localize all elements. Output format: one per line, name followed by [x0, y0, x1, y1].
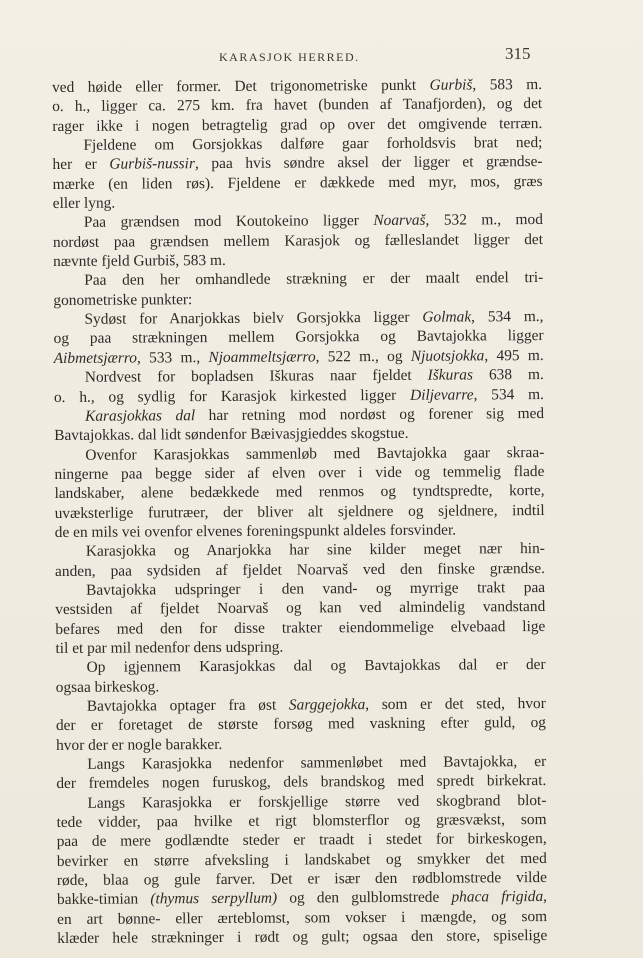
text-segment: o. h., og sydlig for Karasjok kirkested ligger [53, 386, 411, 406]
text-segment: Fjeldene om Gorsjokkas dalføre gaar forholdsvis brat ned; [83, 134, 543, 154]
text-segment: Langs Karasjokka er forskjellige større ved skogbrand blot- [87, 791, 547, 812]
text-segment: , paa hvis søndre aksel der ligger et grændse- [194, 153, 543, 173]
text-segment: Bavtajokka optager fra øst [86, 696, 289, 715]
text-segment: , 534 m., [471, 308, 544, 326]
text-segment: gonometriske punkter: [53, 290, 193, 309]
text-segment: Paa den her omhandlede strækning er der maalt endel tri- [84, 269, 544, 290]
text-segment: tede vidder, paa hvilke et rigt blomsterflor og græsvækst, som [56, 811, 547, 832]
text-segment: landskaber, alene bedækkede med renmos og tyndtspredte, korte, [54, 482, 545, 503]
text-segment: anden, paa sydsiden af fjeldet Noarvaš ved den finske grændse. [54, 559, 546, 580]
text-segment: uvæksterlige furutræer, der bliver alt sjeldnere og sjeldnere, indtil [54, 501, 545, 522]
text-line [54, 365, 544, 387]
text-segment: Nordvest for bopladsen Iškuras naar fjeldet [84, 366, 428, 386]
text-line [52, 152, 542, 174]
italic-text: (thymus serpyllum) [150, 890, 278, 908]
text-segment: nordøst paa grændsen mellem Karasjok og fælleslandet ligger det [52, 230, 544, 251]
text-segment: vestsiden af fjeldet Noarvaš og kan ved almindelig vandstand [55, 598, 546, 619]
text-line [55, 617, 545, 639]
text-segment: Ovenfor Karasjokkas sammenløb med Bavtajokka gaar skraa- [85, 443, 545, 464]
text-segment: bevirker en større afveksling i landskabet og smykker det med [56, 849, 547, 870]
page-header [0, 44, 643, 66]
text-segment: der er foretaget de største forsøg med vaskning efter guld, og [55, 714, 547, 735]
text-segment: ogsaa birkeskog. [55, 678, 160, 696]
text-segment: har retning mod nordøst og forener sig med [195, 404, 545, 424]
text-segment: Op igjennem Karasjokkas dal og Bavtajokkas dal er der [86, 656, 546, 677]
text-segment: , som er det sted, hvor [365, 694, 546, 714]
text-line [57, 887, 547, 909]
text-segment: , [543, 888, 548, 906]
text-segment: eller lyng. [52, 194, 116, 213]
text-segment: rager ikke i nogen betragtelig grad op over det omgivende terræn. [52, 114, 543, 135]
text-segment: de en mils vei ovenfor elvenes foreningspunkt aldeles forsvinder. [54, 521, 457, 541]
text-line [56, 771, 546, 793]
text-segment: bakke-timian [56, 890, 151, 909]
italic-text: Aibmetsjærro [53, 349, 137, 367]
text-segment: og den gulblomstrede [277, 889, 452, 908]
text-segment: der fremdeles nogen furuskog, dels brandskog med spredt birkekrat. [56, 772, 547, 793]
text-segment: paa de mere godlændte steder er traadt i stedet for birkeskogen, [56, 830, 547, 851]
text-segment: Langs Karasjokka nedenfor sammenløbet med Bavtajokka, er [87, 753, 547, 773]
italic-text: Noarvaš [373, 212, 426, 230]
text-segment: Bavtajokka udspringer i den vand- og myrrige trakt paa [86, 578, 546, 599]
text-segment: befares med den for disse trakter eiendommelige elvebaad lige [55, 617, 546, 638]
text-segment: , 495 m. [484, 346, 544, 365]
italic-text: Iškuras [427, 366, 474, 384]
text-segment: Karasjokka og Anarjokka har sine kilder meget nær hin- [85, 540, 545, 561]
text-segment: , 583 m. [472, 76, 543, 94]
text-segment: , 532 m., mod [425, 211, 543, 230]
text-segment: her er [52, 156, 110, 174]
italic-text: Njuotsjokka [410, 347, 485, 365]
italic-text: phaca frigida [451, 888, 544, 907]
body-text [52, 75, 547, 948]
text-line [54, 404, 544, 426]
text-segment: og paa strækningen mellem Gorsjokka og Bavtajokka ligger [53, 327, 544, 348]
text-line [54, 481, 544, 503]
text-segment: klæder hele strækninger i rødt og gult; ogsaa den store, spiselige [57, 927, 548, 948]
text-line [55, 539, 545, 561]
text-segment: Paa grændsen mod Koutokeino ligger [83, 212, 374, 232]
italic-text: Diljevarre [409, 385, 474, 404]
text-segment: Sydøst for Anarjokkas bielv Gorsjokka ligger [84, 308, 423, 328]
text-segment: til et par mil nedenfor dens udspring. [55, 638, 284, 657]
text-segment: mærke (en liden røs). Fjeldene er dækkede med myr, mos, græs [52, 172, 543, 193]
page-number: 315 [505, 44, 531, 63]
text-line [55, 597, 545, 619]
text-segment: ningerne paa begge sider af elven over i vide og temmelig flade [54, 462, 545, 483]
text-segment: , 533 m., [136, 348, 209, 367]
text-line [56, 655, 546, 677]
text-segment: ved høide eller former. Det trigonometriske punkt [52, 76, 430, 96]
text-line [55, 501, 545, 523]
text-segment: en art bønne- eller ærteblomst, som vokser i mængde, og som [57, 907, 548, 928]
italic-text: Sarggejokka [288, 696, 366, 714]
text-segment: Bavtajokkas. dal lidt søndenfor Bæivasjgieddes skogstue. [54, 425, 409, 445]
text-line [53, 268, 543, 290]
text-line [53, 210, 543, 232]
italic-text: Golmak [422, 308, 472, 326]
text-segment: , 534 m. [473, 385, 544, 403]
text-line [53, 230, 543, 252]
text-line [52, 94, 542, 116]
text-segment: røde, blaa og gule farver. Det er især den rødblomstrede vilde [56, 869, 547, 890]
italic-text: Njoammeltsjærro [208, 348, 316, 366]
italic-text: Gurbiš [429, 76, 473, 94]
text-line [57, 829, 547, 851]
italic-text: Gurbiš-nussir [109, 155, 195, 174]
italic-text: Karasjokkas dal [85, 406, 196, 425]
text-line [57, 926, 547, 948]
text-segment: nævnte fjeld Gurbiš, 583 m. [53, 252, 226, 271]
text-segment: , 522 m., og [315, 347, 411, 366]
text-segment: o. h., ligger ca. 275 km. fra havet (bunden af Tanafjorden), og det [52, 95, 543, 116]
text-line [56, 713, 546, 735]
running-title: KARASJOK HERRED. [219, 50, 360, 64]
text-segment: 638 m. [472, 366, 544, 384]
text-segment: hvor der er nogle barakker. [56, 735, 223, 754]
text-line [53, 172, 543, 194]
